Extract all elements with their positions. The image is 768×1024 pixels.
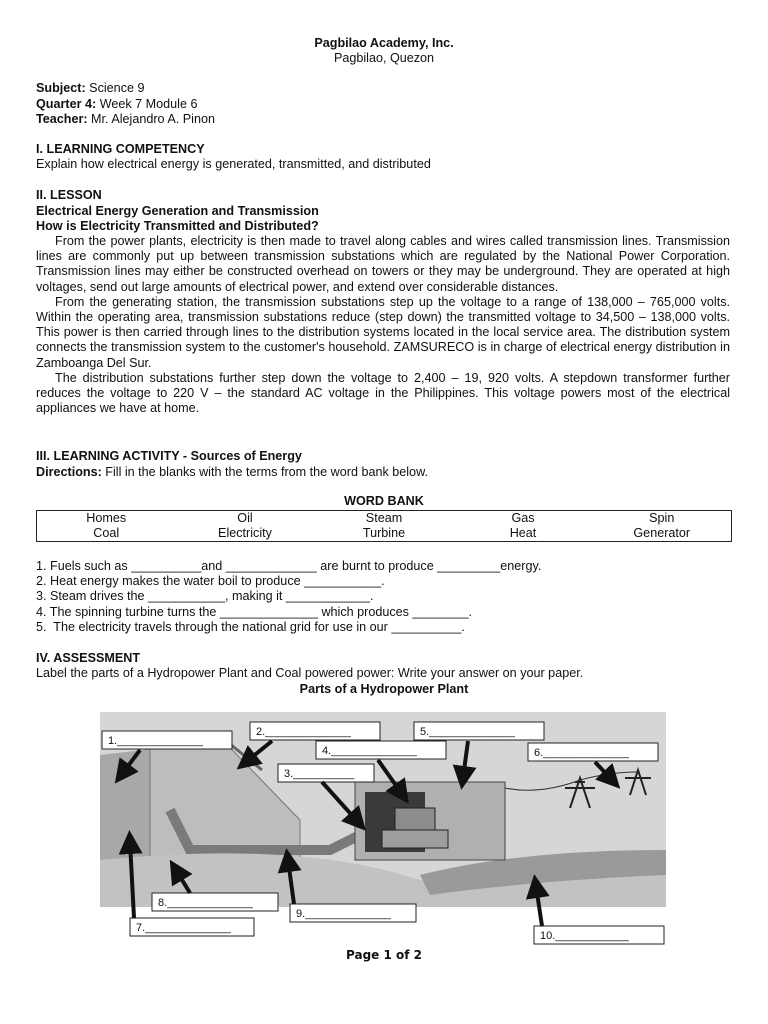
label-9-text: 9.______________ bbox=[296, 908, 391, 920]
activity-item-1: 1. Fuels such as __________and _____________ are burnt to produce _________energy. bbox=[36, 559, 542, 573]
activity-item-2: 2. Heat energy makes the water boil to produce ___________. bbox=[36, 574, 385, 588]
school-name: Pagbilao Academy, Inc. bbox=[314, 36, 454, 50]
word-bank-row-2 bbox=[37, 526, 732, 542]
subject-value: Science 9 bbox=[85, 81, 145, 95]
lesson-paragraph-2: From the generating station, the transmission substations step up the voltage to a range of 138,000 – 765,000 volts. Within the operating area, transmission substations reduce (step down) the transmitted voltage to 34,500 – 138,000 volts. This power is then carried through lines to the distribution systems located in the local service area. The distribution system connects the transmission system to the customer's household. ZAMSURECO is in charge of electrical energy distribution in Zamboanga Del Sur. bbox=[36, 294, 730, 370]
turbine bbox=[382, 830, 448, 848]
word-bank-cell: Turbine bbox=[362, 526, 406, 540]
competency-text: Explain how electrical energy is generated, transmitted, and distributed bbox=[36, 157, 431, 171]
lesson-subheading-2: How is Electricity Transmitted and Distributed? bbox=[36, 219, 319, 233]
diagram-title: Parts of a Hydropower Plant bbox=[299, 682, 469, 696]
label-2 bbox=[250, 722, 380, 740]
word-bank-cell: Spin bbox=[649, 511, 675, 525]
label-10-text: 10.____________ bbox=[540, 930, 629, 942]
label-6 bbox=[528, 743, 658, 761]
word-bank-cell: Gas bbox=[511, 511, 535, 525]
school-location: Pagbilao, Quezon bbox=[333, 51, 435, 65]
label-1 bbox=[102, 731, 232, 749]
label-4-text: 4.______________ bbox=[322, 745, 417, 757]
directions-text: Fill in the blanks with the terms from the word bank below. bbox=[101, 465, 428, 479]
activity-heading: III. LEARNING ACTIVITY - Sources of Energy bbox=[36, 449, 302, 463]
word-bank-title: WORD BANK bbox=[344, 494, 424, 508]
teacher-line bbox=[36, 112, 736, 127]
competency-heading: I. LEARNING COMPETENCY bbox=[36, 142, 205, 156]
label-4 bbox=[316, 741, 446, 759]
lesson-heading: II. LESSON bbox=[36, 188, 102, 202]
label-1-text: 1.______________ bbox=[108, 735, 203, 747]
teacher-value: Mr. Alejandro A. Pinon bbox=[87, 112, 215, 126]
lesson-paragraph-3: The distribution substations further step down the voltage to 2,400 – 19, 920 volts. A stepdown transformer further reduces the voltage to 220 V – the standard AC voltage in the Philippines. This voltage powers most of the electrical appliances we have at home. bbox=[36, 370, 730, 416]
hydropower-diagram bbox=[0, 700, 768, 946]
page-number: Page 1 of 2 bbox=[346, 948, 422, 962]
label-7 bbox=[130, 918, 254, 936]
label-8 bbox=[152, 893, 278, 911]
label-2-text: 2.______________ bbox=[256, 726, 351, 738]
word-bank-cell: Oil bbox=[237, 511, 253, 525]
activity-item-3: 3. Steam drives the ___________, making it ____________. bbox=[36, 589, 374, 603]
quarter-value: Week 7 Module 6 bbox=[96, 97, 198, 111]
label-7-text: 7.______________ bbox=[136, 922, 231, 934]
label-5 bbox=[414, 722, 544, 740]
quarter-label: Quarter 4: bbox=[36, 97, 97, 111]
word-bank-cell: Coal bbox=[93, 526, 120, 540]
activity-item-5: 5. The electricity travels through the national grid for use in our __________. bbox=[36, 620, 465, 634]
lesson-body bbox=[36, 234, 730, 416]
word-bank-cell: Heat bbox=[509, 526, 537, 540]
label-8-text: 8.______________ bbox=[158, 897, 253, 909]
label-3-text: 3.__________ bbox=[284, 768, 355, 780]
word-bank-cell: Homes bbox=[86, 511, 127, 525]
assessment-instruction: Label the parts of a Hydropower Plant and Coal powered power: Write your answer on your paper. bbox=[36, 666, 584, 680]
label-5-text: 5.______________ bbox=[420, 726, 515, 738]
teacher-label: Teacher: bbox=[36, 112, 88, 126]
word-bank-cell: Electricity bbox=[218, 526, 272, 540]
subject-label: Subject: bbox=[36, 81, 86, 95]
label-6-text: 6.______________ bbox=[534, 747, 629, 759]
generator bbox=[395, 808, 435, 830]
quarter-line bbox=[36, 97, 736, 112]
activity-item-4: 4. The spinning turbine turns the ______________ which produces ________. bbox=[36, 605, 472, 619]
directions-line bbox=[36, 465, 736, 480]
word-bank-table bbox=[36, 510, 732, 542]
assessment-heading: IV. ASSESSMENT bbox=[36, 651, 141, 665]
word-bank-row-1 bbox=[37, 511, 732, 527]
directions-label: Directions: bbox=[36, 465, 102, 479]
label-10 bbox=[534, 926, 664, 944]
word-bank-cell: Steam bbox=[365, 511, 403, 525]
lesson-subheading-1: Electrical Energy Generation and Transmission bbox=[36, 204, 319, 218]
subject-line bbox=[36, 81, 736, 96]
lesson-paragraph-1: From the power plants, electricity is then made to travel along cables and wires called transmission lines. Transmission lines are commonly put up between transmission substations which are regulated by the National Power Corporation. Transmission lines may either be constructed overhead on towers or they may be underground. They are operated at high voltages, send out large amounts of electrical power, and extend over considerable distances. bbox=[36, 234, 730, 294]
label-3 bbox=[278, 764, 374, 782]
word-bank-cell: Generator bbox=[633, 526, 691, 540]
label-9 bbox=[290, 904, 416, 922]
